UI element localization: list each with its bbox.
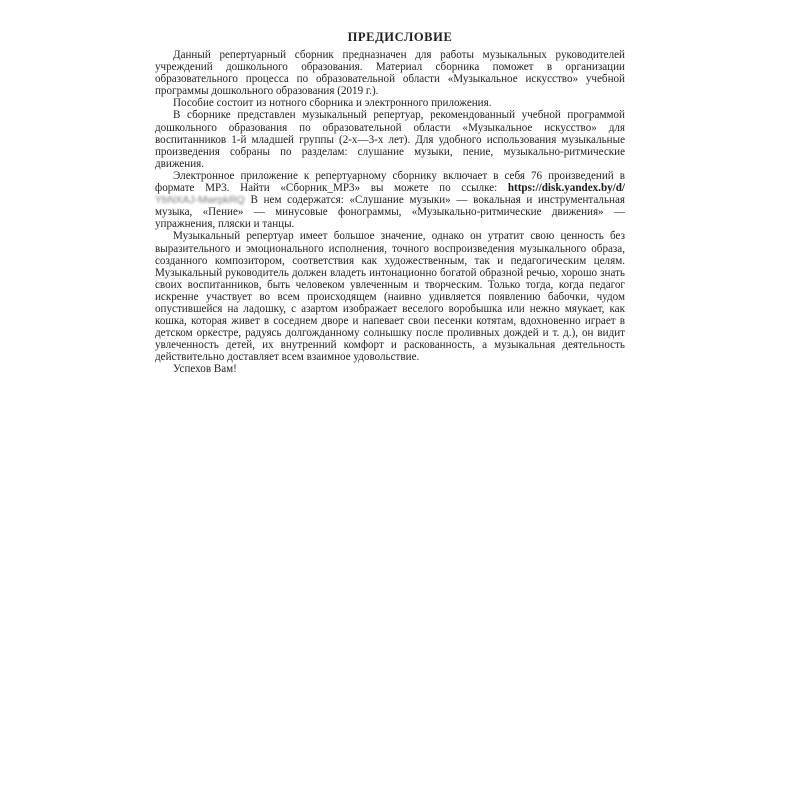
appendix-text-after: В нем содержатся: «Слушание музыки» — вокальная и инструментальная музыка, «Пение» — минусовые фонограммы, «Музыкально-ритмические движения» — упражнения, пляски и танцы. (155, 194, 625, 231)
paragraph-purpose: Данный репертуарный сборник предназначен для работы музыкальных руководителей учреждений дошкольного образования. Материал сборника поможет в организации образовательного процесса по образовательной области «Музыкальное искусство» учебной программы дошкольного образования (2019 г.). (155, 49, 625, 98)
preface-body (155, 49, 625, 376)
paragraph-electronic-appendix (155, 170, 625, 230)
paragraph-repertoire: В сборнике представлен музыкальный репертуар, рекомендованный учебной программой дошкольного образования по образовательной области «Музыкальное искусство» для воспитанников 1-й младшей группы (2-х—3-х лет). Для удобного использования музыкальные произведения собраны по разделам: слушание музыки, пение, музыкально-ритмические движения. (155, 109, 625, 170)
blurred-link-code: YbNXAJ-MwrpkRQ (155, 194, 245, 207)
appendix-text-before: Электронное приложение к репертуарному сборнику включает в себя 76 произведений в формате МР3. Найти «Сборник_МР3» вы можете по ссылке: (155, 169, 625, 195)
paragraph-closing: Успехов Вам! (173, 363, 237, 376)
paragraph-structure: Пособие состоит из нотного сборника и электронного приложения. (173, 97, 492, 110)
paragraph-importance: Музыкальный репертуар имеет большое значение, однако он утратит свою ценность без выразительного и эмоционального исполнения, точного воспроизведения музыкального образа, созданного композитором, соответствия как художественным, так и педагогическим целям. Музыкальный руководитель должен владеть интонационно богатой образной речью, хорошо знать своих воспитанников, быть человеком увлеченным и творческим. Только тогда, когда педагог искренне участвует во всем происходящем (наивно удивляется появлению бабочки, чудом опустившейся на ладошку, с азартом изображает веселого воробышка или нежно мяукает, как кошка, которая живет в соседнем дворе и напевает свои песенки котятам, вдохновенно играет в детском оркестре, радуясь долгожданному солнышку после проливных дождей и т. д.), он видит увлеченность детей, их внутренний комфорт и раскованность, а музыкальная деятельность действительно доставляет всем взаимное удовольствие. (155, 230, 625, 364)
download-link[interactable]: https://disk.yandex.by/d/ (507, 182, 625, 195)
page-title: ПРЕДИСЛОВИЕ (347, 30, 453, 44)
